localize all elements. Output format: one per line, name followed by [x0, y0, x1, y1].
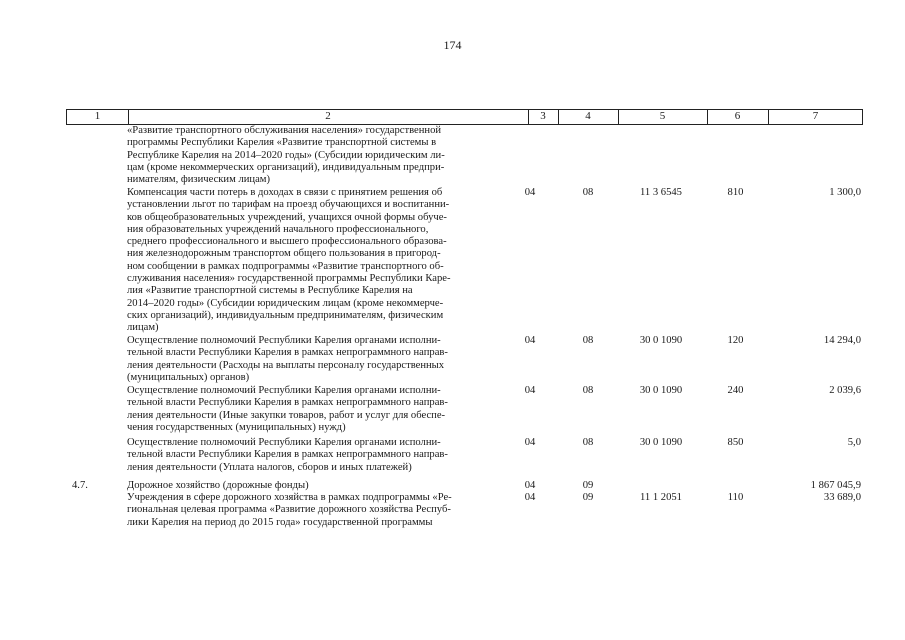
description-line: служивания населения» государственной программы Республики Каре-	[127, 273, 451, 285]
description-line: Республике Карелия на 2014–2020 годы» (Субсидии юридическим ли-	[127, 149, 445, 161]
description-line: ления деятельности (Иные закупки товаров, работ и услуг для обеспе-	[127, 409, 446, 421]
description-line: чения государственных (муниципальных) нужд)	[127, 421, 346, 433]
description-line: тельной власти Республики Карелия в рамках непрограммного направ-	[127, 449, 448, 461]
cell-section: 04	[524, 335, 536, 346]
description-line: Осуществление полномочий Республики Карелия органами исполни-	[127, 437, 441, 448]
description-line: ния железнодорожным транспортом общего пользования в пригород-	[127, 248, 441, 260]
row-description	[127, 125, 559, 186]
description-line: Компенсация части потерь в доходах в связи с принятием решения об	[127, 187, 443, 198]
row-description	[127, 437, 559, 474]
cell-amount: 33 689,0	[823, 492, 861, 503]
cell-section: 04	[524, 437, 536, 448]
description-line: Дорожное хозяйство (дорожные фонды)	[127, 480, 309, 491]
cell-amount: 2 039,6	[829, 385, 861, 396]
header-col-2: 2	[325, 110, 331, 122]
description-line: ления деятельности (Расходы на выплаты персоналу государственных	[127, 359, 445, 371]
table-row	[66, 492, 863, 530]
header-col-4: 4	[585, 110, 591, 122]
description-line: (муниципальных) органов)	[127, 371, 250, 383]
description-line: установлении льгот по тарифам на проезд обучающихся и воспитанни-	[127, 199, 450, 211]
description-line: Учреждения в сфере дорожного хозяйства в рамках подпрограммы «Ре-	[127, 492, 452, 503]
cell-expense-type: 810	[727, 187, 744, 198]
cell-section: 04	[524, 492, 536, 503]
cell-target-code: 11 3 6545	[640, 187, 682, 198]
description-line: тельной власти Республики Карелия в рамках непрограммного направ-	[127, 347, 448, 359]
cell-subsection: 08	[582, 335, 594, 346]
table-row	[66, 187, 863, 335]
cell-expense-type: 240	[727, 385, 744, 396]
header-col-5: 5	[659, 110, 666, 122]
row-description	[127, 492, 559, 529]
page-number: 174	[443, 38, 462, 52]
cell-section: 04	[524, 480, 536, 491]
description-line: 2014–2020 годы» (Субсидии юридическим лицам (кроме некоммерче-	[127, 297, 444, 309]
row-description	[127, 335, 559, 384]
row-description	[127, 187, 559, 335]
description-line: ления деятельности (Уплата налогов, сборов и иных платежей)	[127, 461, 412, 473]
table-header-row	[66, 109, 863, 125]
row-number: 4.7.	[72, 480, 88, 491]
cell-target-code: 30 0 1090	[639, 385, 683, 396]
cell-target-code: 30 0 1090	[639, 437, 683, 448]
cell-expense-type: 110	[727, 492, 744, 503]
description-line: лицам)	[127, 322, 159, 334]
cell-section: 04	[524, 187, 536, 198]
row-description	[127, 385, 559, 434]
budget-table	[66, 109, 863, 530]
table-row	[66, 437, 863, 480]
cell-subsection: 08	[582, 187, 594, 198]
description-line: ния образовательных учреждений начального профессионального,	[127, 223, 429, 235]
cell-subsection: 08	[582, 437, 594, 448]
description-line: «Развитие транспортного обслуживания населения» государственной	[127, 125, 442, 136]
table-row	[66, 480, 863, 492]
cell-subsection: 08	[582, 385, 594, 396]
header-col-3: 3	[540, 110, 546, 122]
cell-target-code: 11 1 2051	[640, 492, 682, 503]
cell-subsection: 09	[582, 480, 594, 491]
row-description	[127, 480, 559, 492]
cell-expense-type: 120	[727, 335, 744, 346]
description-line: лики Карелия на период до 2015 года» государственной программы	[127, 516, 433, 528]
description-line: нимателям, физическим лицам)	[127, 174, 271, 186]
cell-amount: 1 867 045,9	[810, 480, 861, 491]
cell-amount: 14 294,0	[823, 335, 861, 346]
cell-expense-type: 850	[727, 437, 744, 448]
description-line: лия «Развитие транспортной системы в Республике Карелия на	[127, 285, 413, 297]
description-line: гиональная целевая программа «Развитие дорожного хозяйства Респуб-	[127, 504, 451, 516]
cell-amount: 1 300,0	[829, 187, 861, 198]
header-col-7: 7	[812, 110, 819, 122]
description-line: среднего профессионального и высшего профессионального образова-	[127, 236, 447, 248]
cell-target-code: 30 0 1090	[639, 335, 683, 346]
description-line: цам (кроме некоммерческих организаций), индивидуальным предпри-	[127, 161, 445, 173]
description-line: программы Республики Карелия «Развитие транспортной системы в	[127, 137, 437, 149]
description-line: Осуществление полномочий Республики Карелия органами исполни-	[127, 335, 441, 346]
description-line: ков общеобразовательных учреждений, учащихся очной формы обуче-	[127, 211, 447, 223]
table-row	[66, 125, 863, 187]
cell-subsection: 09	[582, 492, 594, 503]
description-line: Осуществление полномочий Республики Карелия органами исполни-	[127, 385, 441, 396]
cell-amount: 5,0	[847, 437, 861, 448]
cell-section: 04	[524, 385, 536, 396]
header-col-6: 6	[734, 110, 741, 122]
description-line: тельной власти Республики Карелия в рамках непрограммного направ-	[127, 397, 448, 409]
table-row	[66, 385, 863, 437]
header-col-1: 1	[94, 110, 101, 122]
table-row	[66, 335, 863, 385]
description-line: ном сообщении в рамках подпрограммы «Развитие транспортного об-	[127, 260, 444, 272]
description-line: ских организаций), индивидуальным предпринимателям, физическим	[127, 309, 444, 321]
